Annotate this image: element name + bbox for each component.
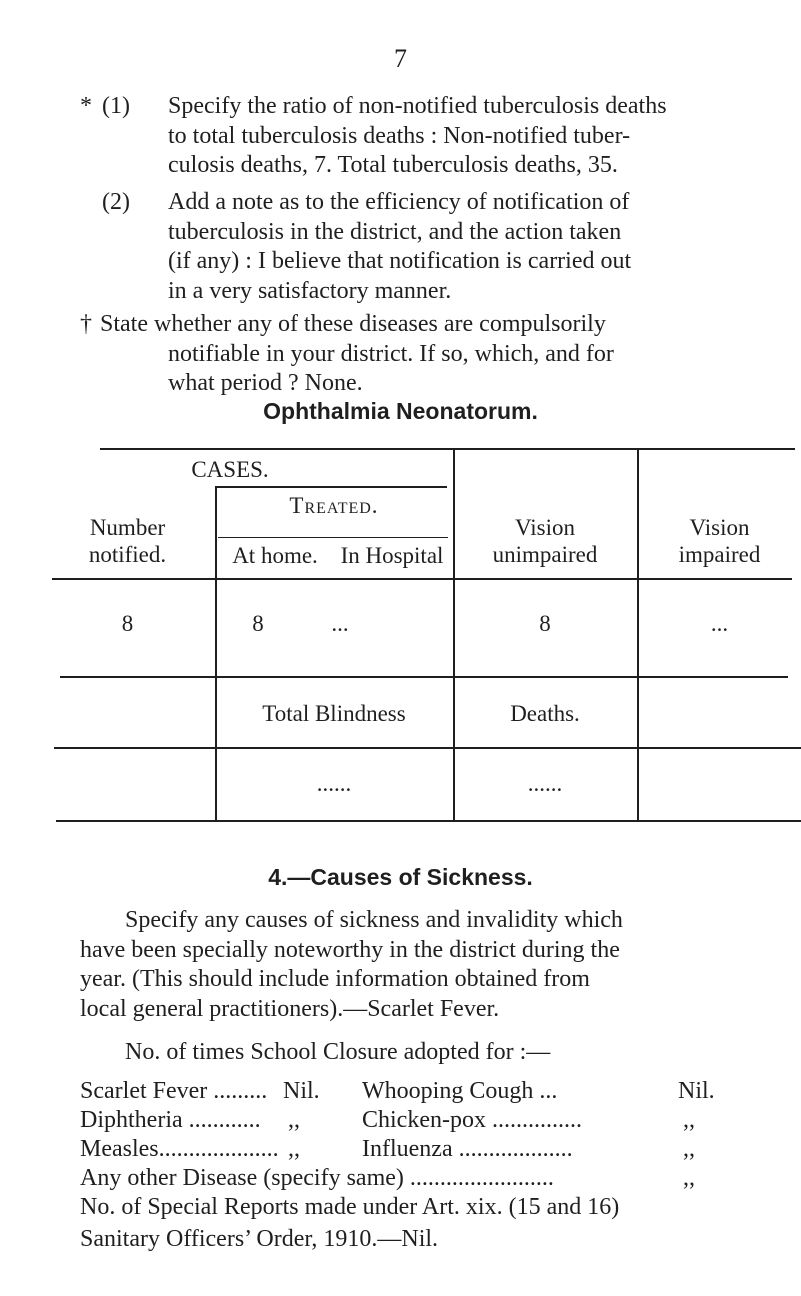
header-impaired-line-1: Vision [689,515,750,540]
header-unimpaired-line-2: unimpaired [492,542,598,567]
item-1-line-2: to total tuberculosis deaths : Non-notified tuber- [168,122,631,149]
header-in-hospital: In Hospital [340,543,444,568]
closure-any-other-value: ,, [683,1165,695,1191]
row1-at-home: 8 [252,611,264,636]
treated-top-rule [215,486,447,488]
special-reports-line [80,1194,720,1223]
row1-in-hospital: ... [331,611,349,636]
closure-scarlet-value: Nil. [283,1078,320,1104]
closure-row-measles [80,1136,720,1165]
header-number-notified [40,514,215,568]
table-top-rule [100,448,795,450]
closure-row-any-other [80,1165,720,1194]
closure-whooping-value: Nil. [678,1078,715,1104]
item-1-text [168,92,728,181]
item-2-line-1: Add a note as to the efficiency of notification of [168,189,630,215]
closure-any-other-label: Any other Disease (specify same) ........................ [80,1165,554,1191]
page-number: 7 [394,44,407,73]
item-2-line-3: (if any) : I believe that notification is carried out [168,248,632,274]
sickness-line-2: have been specially noteworthy in the district during the [80,936,620,963]
header-vision-unimpaired [453,514,637,568]
closure-influenza-value: ,, [683,1136,695,1162]
closure-row-scarlet [80,1078,720,1107]
sickness-line-1: Specify any causes of sickness and invalidity which [125,907,623,933]
dagger-line-2: notifiable in your district. If so, which, and for [168,340,614,367]
header-vision-impaired [637,514,801,568]
ophthalmia-table [40,448,762,868]
dagger-line-3: what period ? None. [168,370,363,396]
header-at-home: At home. [232,543,318,568]
item-2-line-4: in a very satisfactory manner. [168,277,452,304]
closure-intro: No. of times School Closure adopted for :— [125,1039,551,1065]
dagger-marker: † [80,311,92,337]
header-total-blindness: Total Blindness [262,701,406,726]
header-cases: CASES. [191,457,269,482]
header-treated: Treated. [289,493,379,518]
asterisk-marker: * [80,93,92,119]
sickness-paragraph [80,906,730,1024]
row2-total-blindness: ...... [316,771,352,796]
header-bottom-rule [52,578,792,580]
closure-chickenpox-label: Chicken-pox ............... [362,1107,582,1133]
treated-bottom-rule [218,537,448,538]
closure-influenza-label: Influenza ................... [362,1136,573,1162]
item-1-number: (1) [102,93,130,119]
item-1-line-1: Specify the ratio of non-notified tuberculosis deaths [168,93,667,119]
item-2-text [168,188,728,306]
closure-measles-label: Measles.................... [80,1136,279,1162]
item-2-line-2: tuberculosis in the district, and the action taken [168,218,622,245]
row1-bottom-rule [60,676,788,678]
header-impaired-line-2: impaired [678,542,761,567]
row1-vision-unimpaired: 8 [539,611,551,636]
closure-scarlet-label: Scarlet Fever ......... [80,1078,268,1104]
dagger-text [100,310,730,399]
header-number-line-2: notified. [88,542,167,567]
sickness-heading: 4.—Causes of Sickness. [268,864,533,890]
row2-header-bottom-rule [54,747,801,749]
sickness-line-4: local general practitioners).—Scarlet Fever. [80,995,500,1022]
row1-vision-impaired: ... [710,611,729,636]
ophthalmia-heading: Ophthalmia Neonatorum. [263,398,538,424]
item-1-line-3: culosis deaths, 7. Total tuberculosis deaths, 35. [168,152,618,178]
sanitary-order-text: Sanitary Officers’ Order, 1910.—Nil. [80,1226,439,1252]
closure-diphtheria-label: Diphtheria ............ [80,1107,261,1133]
closure-whooping-label: Whooping Cough ... [362,1078,558,1104]
special-reports-text: No. of Special Reports made under Art. xix. (15 and 16) [80,1194,620,1220]
sickness-line-3: year. (This should include information obtained from [80,966,590,992]
sanitary-order-line [80,1226,720,1255]
dagger-line-1: State whether any of these diseases are compulsorily [100,311,606,337]
header-unimpaired-line-1: Vision [515,515,575,540]
row1-number-notified: 8 [121,611,134,636]
header-deaths: Deaths. [510,701,580,726]
closure-chickenpox-value: ,, [683,1107,695,1133]
row2-deaths: ...... [527,771,563,796]
item-2-number: (2) [102,189,130,215]
closure-diphtheria-value: ,, [288,1107,300,1133]
closure-measles-value: ,, [288,1136,300,1162]
closure-row-diphtheria [80,1107,720,1136]
table-bottom-rule [56,820,801,822]
header-number-line-1: Number [89,515,166,540]
